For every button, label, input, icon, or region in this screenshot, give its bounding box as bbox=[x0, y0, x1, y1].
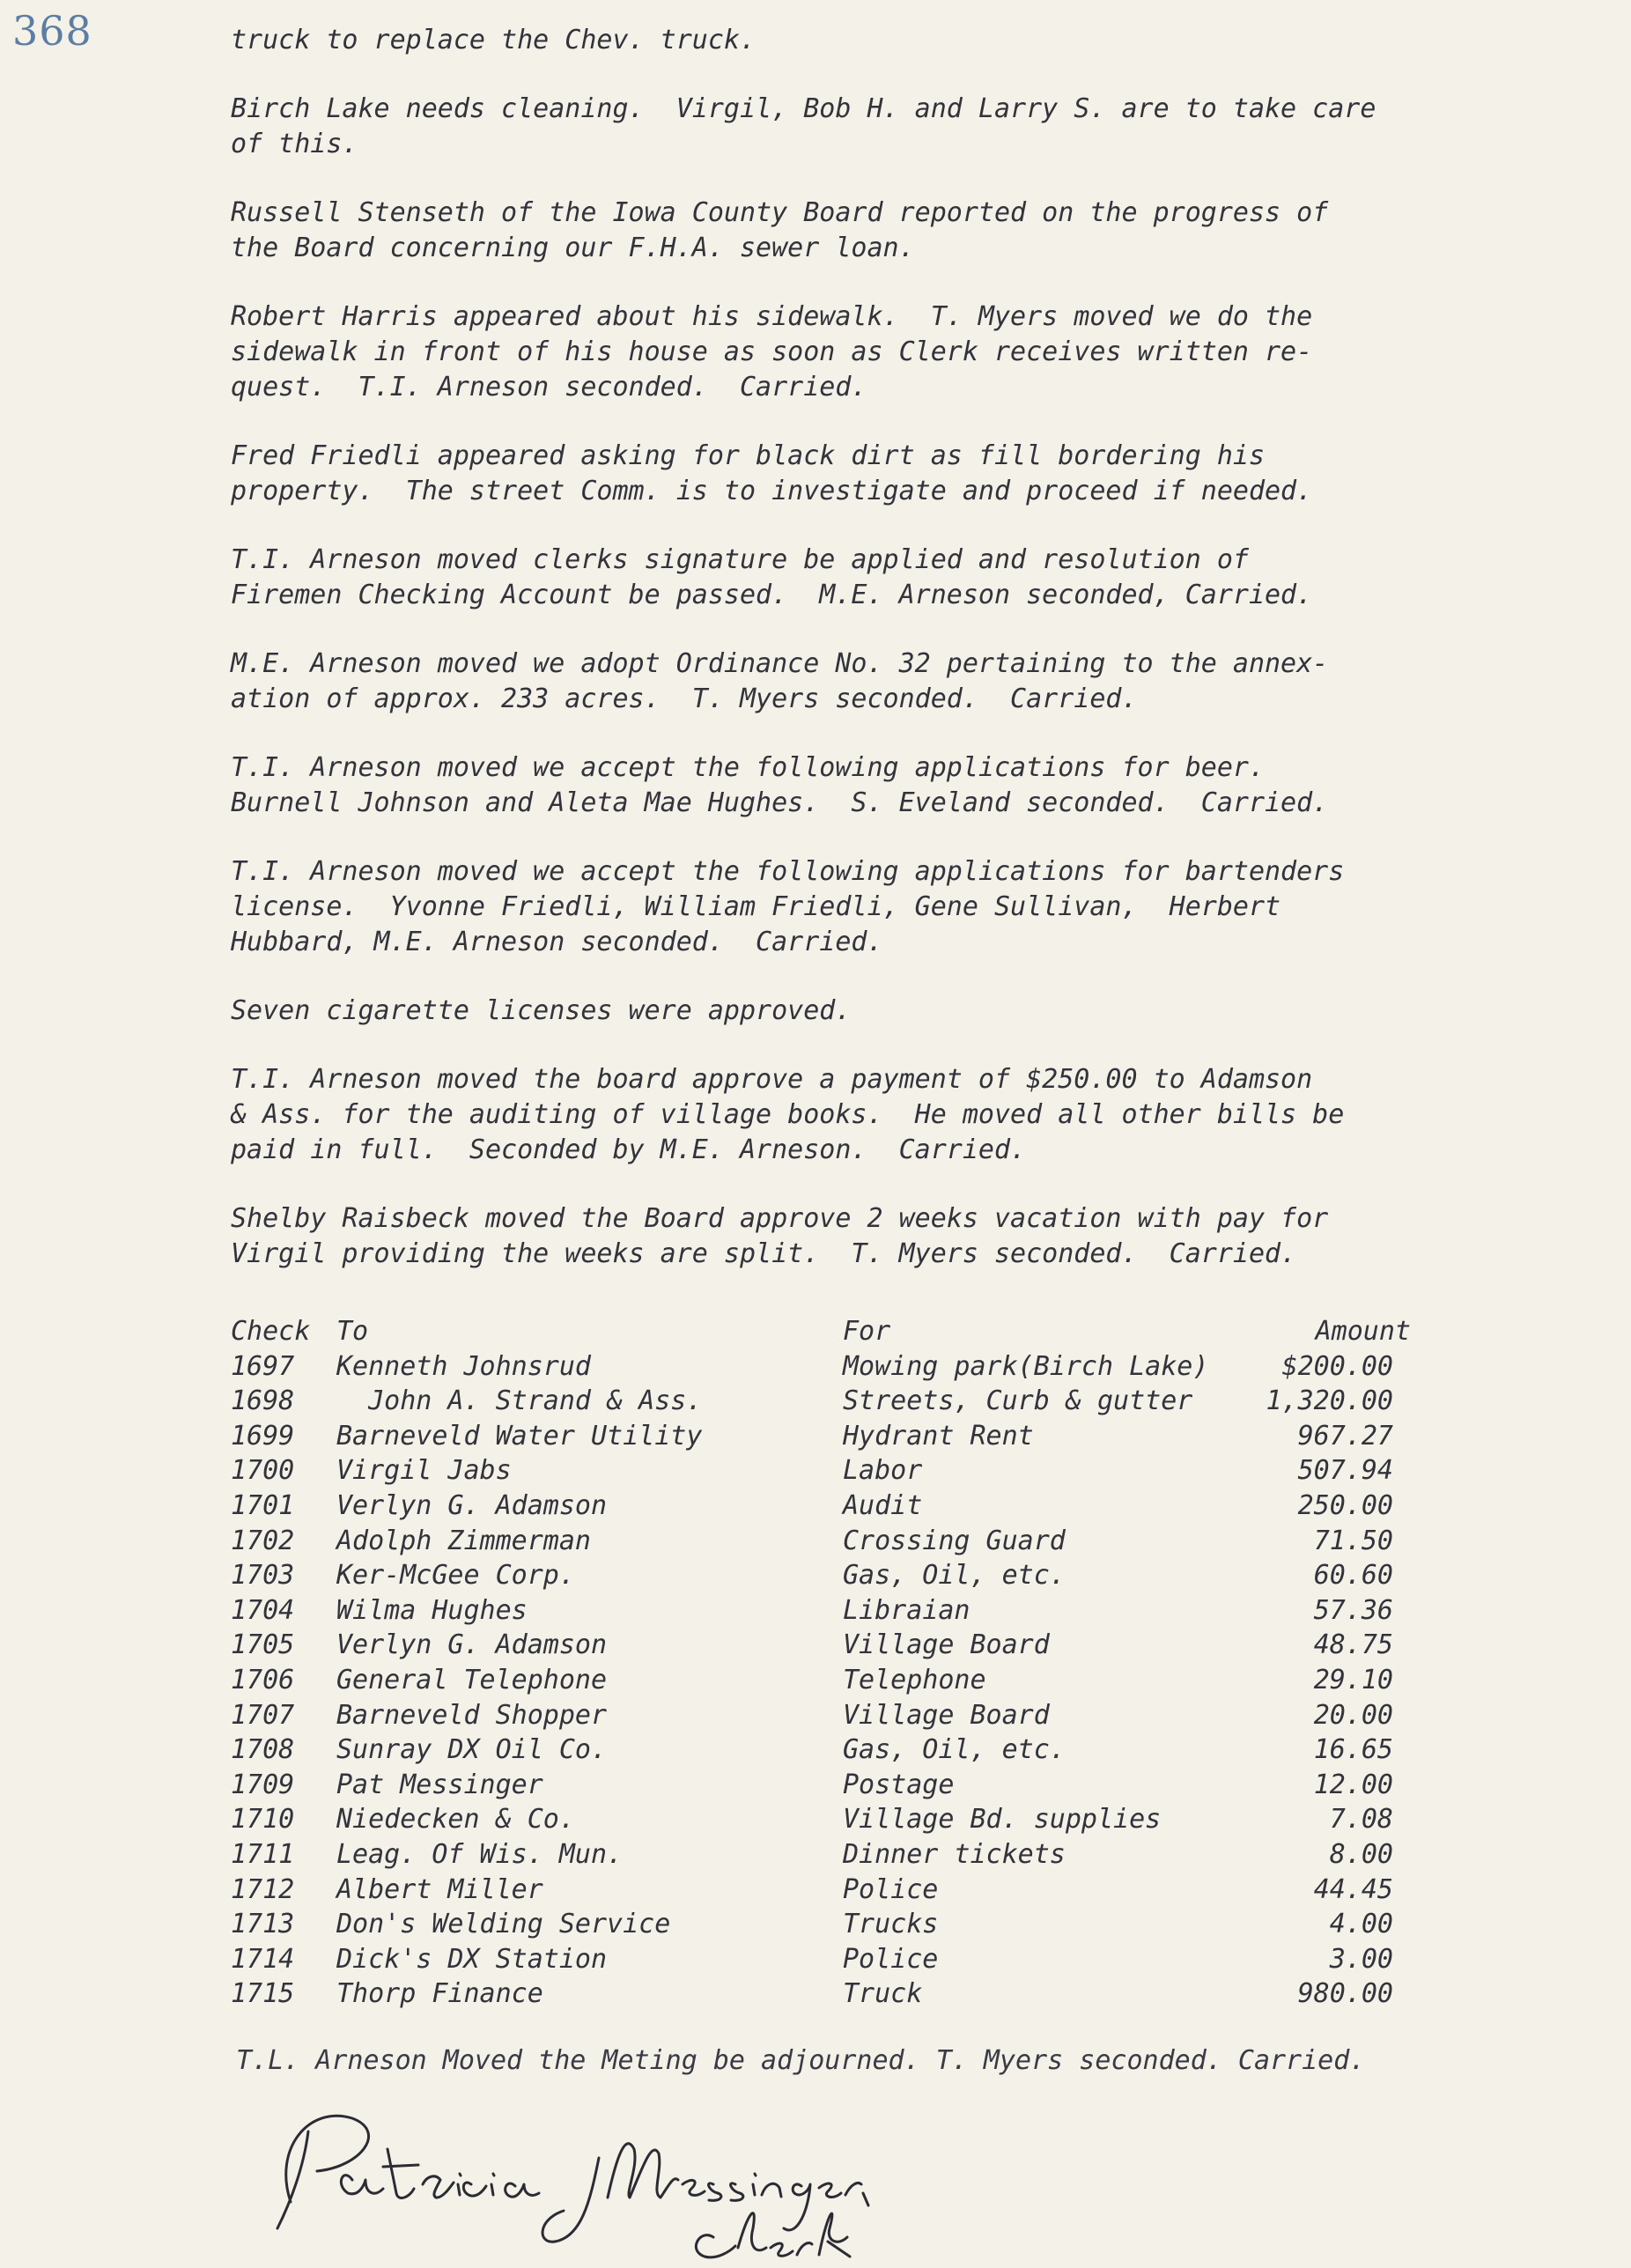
table-row bbox=[231, 1455, 1411, 1490]
table-row bbox=[231, 1629, 1411, 1665]
amount-cell: 980.00 bbox=[1297, 1978, 1393, 2010]
amount-cell: 29.10 bbox=[1313, 1664, 1393, 1695]
table-row bbox=[231, 1526, 1411, 1561]
minutes-paragraph bbox=[231, 854, 1543, 960]
payee-cell: Wilma Hughes bbox=[336, 1594, 528, 1626]
checks-table-header bbox=[231, 1316, 1411, 1351]
payee-cell: Verlyn G. Adamson bbox=[336, 1489, 608, 1521]
purpose-cell: Telephone bbox=[843, 1664, 986, 1695]
check-number-cell: 1708 bbox=[231, 1734, 295, 1766]
purpose-cell: Streets, Curb & gutter bbox=[843, 1385, 1193, 1417]
table-row bbox=[231, 1874, 1411, 1910]
checks-table bbox=[231, 1316, 1411, 2013]
amount-cell: 507.94 bbox=[1297, 1455, 1393, 1487]
header-to: To bbox=[336, 1316, 369, 1347]
purpose-cell: Police bbox=[843, 1943, 939, 1975]
paragraph-line: Burnell Johnson and Aleta Mae Hughes. S. Eveland seconded. Carried. bbox=[231, 787, 1329, 818]
check-number-cell: 1709 bbox=[231, 1769, 295, 1800]
check-number-cell: 1710 bbox=[231, 1804, 295, 1836]
table-row bbox=[231, 1595, 1411, 1630]
paragraph-line: T.I. Arneson moved we accept the following applications for bartenders bbox=[231, 856, 1345, 887]
minutes-paragraph bbox=[231, 543, 1543, 613]
paragraph-line: & Ass. for the auditing of village books. He moved all other bills be bbox=[231, 1099, 1345, 1130]
minutes-paragraph bbox=[231, 750, 1543, 821]
payee-cell: Barneveld Shopper bbox=[336, 1699, 608, 1731]
payee-cell: Verlyn G. Adamson bbox=[336, 1629, 608, 1661]
header-check: Check bbox=[231, 1316, 311, 1347]
amount-cell: 20.00 bbox=[1313, 1699, 1393, 1731]
paragraph-line: of this. bbox=[231, 129, 358, 159]
minutes-paragraph bbox=[231, 92, 1543, 162]
check-number-cell: 1714 bbox=[231, 1943, 295, 1975]
amount-cell: 7.08 bbox=[1329, 1804, 1393, 1836]
check-number-cell: 1700 bbox=[231, 1455, 295, 1487]
payee-cell: Niedecken & Co. bbox=[336, 1804, 575, 1836]
purpose-cell: Village Bd. supplies bbox=[843, 1804, 1162, 1836]
paragraph-line: property. The street Comm. is to investigate and proceed if needed. bbox=[231, 476, 1313, 506]
paragraph-line: M.E. Arneson moved we adopt Ordinance No. 32 pertaining to the annex- bbox=[231, 648, 1329, 679]
amount-cell: 967.27 bbox=[1297, 1420, 1393, 1452]
amount-cell: 16.65 bbox=[1313, 1734, 1393, 1766]
payee-cell: Kenneth Johnsrud bbox=[336, 1350, 591, 1382]
check-number-cell: 1715 bbox=[231, 1978, 295, 2010]
amount-cell: 3.00 bbox=[1329, 1943, 1393, 1975]
table-row bbox=[231, 1804, 1411, 1839]
paragraph-line: Robert Harris appeared about his sidewalk. T. Myers moved we do the bbox=[231, 301, 1313, 332]
payee-cell: John A. Strand & Ass. bbox=[336, 1385, 703, 1417]
check-number-cell: 1699 bbox=[231, 1420, 295, 1452]
amount-cell: 57.36 bbox=[1313, 1594, 1393, 1626]
paragraph-line: the Board concerning our F.H.A. sewer loan. bbox=[231, 233, 915, 263]
amount-cell: 60.60 bbox=[1313, 1560, 1393, 1592]
adjournment-line: T.L. Arneson Moved the Meting be adjourned. T. Myers seconded. Carried. bbox=[236, 2045, 1366, 2076]
purpose-cell: Labor bbox=[843, 1455, 923, 1487]
purpose-cell: Gas, Oil, etc. bbox=[843, 1560, 1066, 1592]
page-number: 368 bbox=[12, 7, 92, 55]
table-row bbox=[231, 1769, 1411, 1805]
payee-cell: Thorp Finance bbox=[336, 1978, 543, 2010]
table-row bbox=[231, 1978, 1411, 2013]
table-row bbox=[231, 1944, 1411, 1979]
purpose-cell: Audit bbox=[843, 1489, 923, 1521]
table-row bbox=[231, 1421, 1411, 1456]
minutes-paragraph bbox=[231, 646, 1543, 717]
purpose-cell: Dinner tickets bbox=[843, 1838, 1066, 1870]
purpose-cell: Village Board bbox=[843, 1699, 1050, 1731]
table-row bbox=[231, 1665, 1411, 1700]
check-number-cell: 1713 bbox=[231, 1909, 295, 1940]
check-number-cell: 1702 bbox=[231, 1525, 295, 1556]
table-row bbox=[231, 1351, 1411, 1386]
payee-cell: Don's Welding Service bbox=[336, 1909, 671, 1940]
paragraph-line: ation of approx. 233 acres. T. Myers seconded. Carried. bbox=[231, 683, 1138, 714]
amount-cell: 71.50 bbox=[1313, 1525, 1393, 1556]
check-number-cell: 1698 bbox=[231, 1385, 295, 1417]
purpose-cell: Libraian bbox=[843, 1594, 970, 1626]
purpose-cell: Gas, Oil, etc. bbox=[843, 1734, 1066, 1766]
table-row bbox=[231, 1909, 1411, 1944]
minutes-paragraph bbox=[231, 1201, 1543, 1272]
check-number-cell: 1704 bbox=[231, 1594, 295, 1626]
paragraph-line: truck to replace the Chev. truck. bbox=[231, 25, 756, 55]
payee-cell: Barneveld Water Utility bbox=[336, 1420, 703, 1452]
paragraph-line: sidewalk in front of his house as soon as Clerk receives written re- bbox=[231, 336, 1313, 367]
clerk-signature bbox=[255, 2096, 925, 2267]
paragraph-line: Fred Friedli appeared asking for black dirt as fill bordering his bbox=[231, 440, 1265, 471]
paragraph-line: Shelby Raisbeck moved the Board approve 2 weeks vacation with pay for bbox=[231, 1203, 1329, 1234]
paragraph-line: T.I. Arneson moved clerks signature be applied and resolution of bbox=[231, 544, 1249, 575]
table-row bbox=[231, 1839, 1411, 1874]
amount-cell: 48.75 bbox=[1313, 1629, 1393, 1661]
minutes-paragraph bbox=[231, 994, 1543, 1029]
amount-cell: $200.00 bbox=[1281, 1350, 1393, 1382]
minutes-paragraph bbox=[231, 23, 1543, 58]
table-row bbox=[231, 1490, 1411, 1526]
amount-cell: 250.00 bbox=[1297, 1489, 1393, 1521]
payee-cell: Virgil Jabs bbox=[336, 1455, 512, 1487]
paragraph-line: T.I. Arneson moved the board approve a payment of $250.00 to Adamson bbox=[231, 1064, 1313, 1095]
header-for: For bbox=[843, 1316, 891, 1347]
paragraph-line: quest. T.I. Arneson seconded. Carried. bbox=[231, 372, 867, 403]
check-number-cell: 1711 bbox=[231, 1838, 295, 1870]
amount-cell: 44.45 bbox=[1313, 1873, 1393, 1905]
paragraph-line: Russell Stenseth of the Iowa County Board reported on the progress of bbox=[231, 197, 1329, 228]
signature-image bbox=[255, 2096, 925, 2264]
minutes-paragraph bbox=[231, 299, 1543, 405]
check-number-cell: 1706 bbox=[231, 1664, 295, 1695]
minutes-body bbox=[231, 23, 1543, 1305]
minutes-paragraph bbox=[231, 1062, 1543, 1168]
check-number-cell: 1697 bbox=[231, 1350, 295, 1382]
purpose-cell: Postage bbox=[843, 1769, 955, 1800]
payee-cell: Dick's DX Station bbox=[336, 1943, 608, 1975]
amount-cell: 12.00 bbox=[1313, 1769, 1393, 1800]
purpose-cell: Village Board bbox=[843, 1629, 1050, 1661]
table-row bbox=[231, 1700, 1411, 1735]
minutes-paragraph bbox=[231, 196, 1543, 266]
paragraph-line: license. Yvonne Friedli, William Friedli, Gene Sullivan, Herbert bbox=[231, 891, 1281, 922]
paragraph-line: Firemen Checking Account be passed. M.E. Arneson seconded, Carried. bbox=[231, 580, 1313, 610]
purpose-cell: Mowing park(Birch Lake) bbox=[843, 1350, 1209, 1382]
minutes-paragraph bbox=[231, 439, 1543, 509]
purpose-cell: Police bbox=[843, 1873, 939, 1905]
payee-cell: Albert Miller bbox=[336, 1873, 543, 1905]
payee-cell: Adolph Zimmerman bbox=[336, 1525, 591, 1556]
purpose-cell: Crossing Guard bbox=[843, 1525, 1066, 1556]
paragraph-line: T.I. Arneson moved we accept the following applications for beer. bbox=[231, 752, 1265, 783]
payee-cell: Ker-McGee Corp. bbox=[336, 1560, 575, 1592]
amount-cell: 1,320.00 bbox=[1266, 1385, 1393, 1417]
paragraph-line: paid in full. Seconded by M.E. Arneson. Carried. bbox=[231, 1134, 1027, 1165]
payee-cell: General Telephone bbox=[336, 1664, 608, 1695]
paragraph-line: Seven cigarette licenses were approved. bbox=[231, 995, 852, 1026]
purpose-cell: Hydrant Rent bbox=[843, 1420, 1034, 1452]
header-amount: Amount bbox=[1315, 1316, 1411, 1347]
check-number-cell: 1705 bbox=[231, 1629, 295, 1661]
check-number-cell: 1703 bbox=[231, 1560, 295, 1592]
amount-cell: 4.00 bbox=[1329, 1909, 1393, 1940]
paragraph-line: Hubbard, M.E. Arneson seconded. Carried. bbox=[231, 927, 883, 957]
paragraph-line: Birch Lake needs cleaning. Virgil, Bob H. and Larry S. are to take care bbox=[231, 93, 1376, 124]
check-number-cell: 1707 bbox=[231, 1699, 295, 1731]
table-row bbox=[231, 1734, 1411, 1769]
check-number-cell: 1712 bbox=[231, 1873, 295, 1905]
amount-cell: 8.00 bbox=[1329, 1838, 1393, 1870]
table-row bbox=[231, 1385, 1411, 1421]
payee-cell: Sunray DX Oil Co. bbox=[336, 1734, 608, 1766]
table-row bbox=[231, 1560, 1411, 1595]
purpose-cell: Trucks bbox=[843, 1909, 939, 1940]
payee-cell: Leag. Of Wis. Mun. bbox=[336, 1838, 624, 1870]
check-number-cell: 1701 bbox=[231, 1489, 295, 1521]
payee-cell: Pat Messinger bbox=[336, 1769, 543, 1800]
purpose-cell: Truck bbox=[843, 1978, 923, 2010]
paragraph-line: Virgil providing the weeks are split. T. Myers seconded. Carried. bbox=[231, 1238, 1297, 1269]
